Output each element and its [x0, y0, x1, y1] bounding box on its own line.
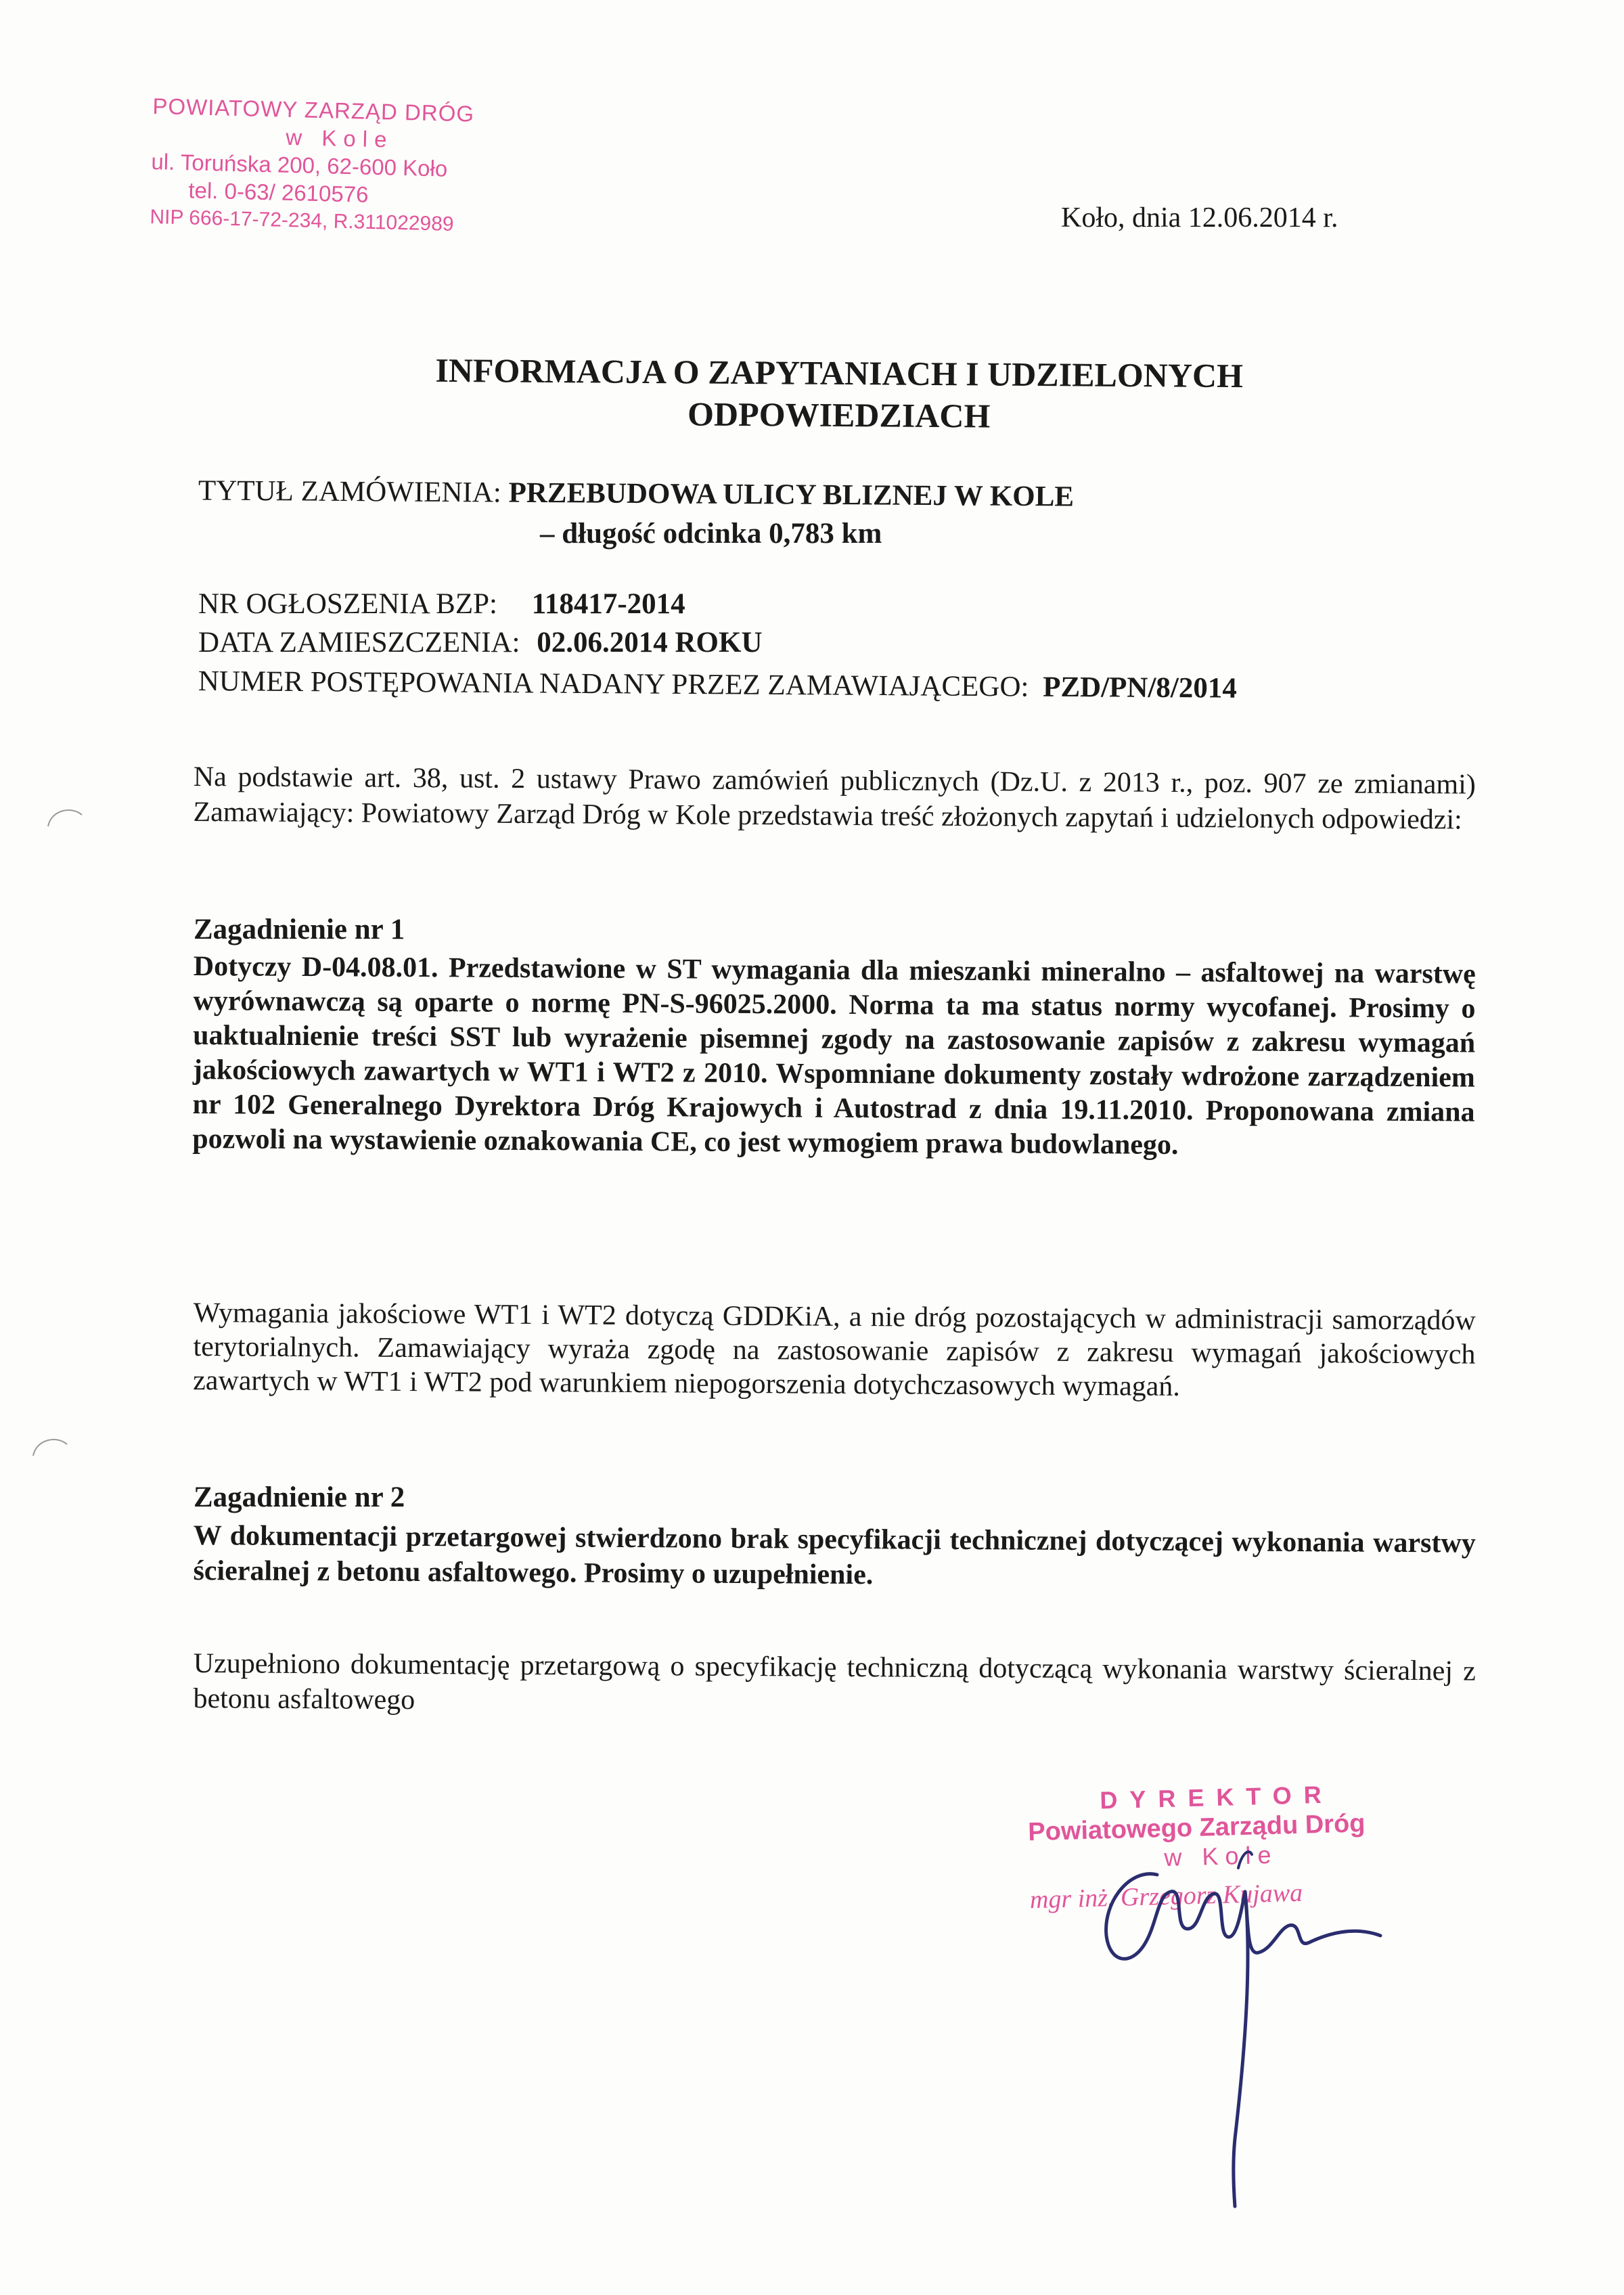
- publication-date-label: DATA ZAMIESZCZENIA:: [198, 627, 520, 659]
- order-title-label: TYTUŁ ZAMÓWIENIA:: [198, 474, 501, 509]
- director-stamp-org: Powiatowego Zarządu Dróg: [1027, 1809, 1366, 1847]
- signature: [1056, 1827, 1435, 2220]
- issue-1-heading: Zagadnienie nr 1: [194, 914, 405, 945]
- publication-date-row: [198, 626, 763, 659]
- issue-2-question: W dokumentacji przetargowej stwierdzono brak specyfikacji technicznej dotyczącej wykonania warstwy ścieralnej z betonu asfaltowego. Prosimy o uzupełnienie.: [193, 1520, 1476, 1591]
- document-date: Koło, dnia 12.06.2014 r.: [1061, 202, 1338, 233]
- sender-stamp-city: w Kole: [285, 124, 394, 152]
- sender-stamp-nip: NIP 666-17-72-234, R.311022989: [150, 205, 454, 236]
- order-title-row: [198, 474, 1074, 513]
- publication-date-value: 02.06.2014 ROKU: [537, 627, 763, 659]
- order-title-value: PRZEBUDOWA ULICY BLIZNEJ W KOLE: [508, 476, 1075, 513]
- order-length: – długość odcinka 0,783 km: [540, 518, 882, 550]
- issue-1-answer: Wymagania jakościowe WT1 i WT2 dotyczą GDDKiA, a nie dróg pozostających w administracji samorządów terytorialnych. Zamawiający wyraża zgodę na zastosowanie zapisów z zakresu wymagań jakościowych zawartych w WT1 i WT2 pod warunkiem niepogorszenia dotychczasowych wymagań.: [193, 1297, 1476, 1402]
- sender-stamp: [150, 92, 572, 241]
- bzp-value: 118417-2014: [531, 588, 685, 620]
- sender-stamp-name: POWIATOWY ZARZĄD DRÓG: [152, 93, 475, 127]
- issue-1-question: Dotyczy D-04.08.01. Przedstawione w ST wymagania dla mieszanki mineralno – asfaltowej na warstwę wyrównawczą są oparte o normę PN-S-96025.2000. Norma ta ma status normy wycofanej. Prosimy o uaktualnienie treści SST lub wyrażenie pisemnej zgody na zastosowanie zapisów z zakresu wymagań jakościowych zawartych w WT1 i WT2 z 2010. Wspomniane dokumenty zostały wdrożone zarządzeniem nr 102 Generalnego Dyrektora Dróg Krajowych i Autostrad z dnia 19.11.2010. Proponowana zmiana pozwoli na wystawienie oznakowania CE, co jest wymogiem prawa budowlanego.: [192, 951, 1476, 1161]
- issue-2-heading: Zagadnienie nr 2: [194, 1481, 405, 1513]
- issue-2-answer: Uzupełniono dokumentację przetargową o specyfikację techniczną dotyczącą wykonania warstwy ścieralnej z betonu asfaltowego: [193, 1648, 1476, 1716]
- punch-hole-mark: [30, 1432, 70, 1459]
- bzp-row: [198, 587, 685, 621]
- procedure-number-label: NUMER POSTĘPOWANIA NADANY PRZEZ ZAMAWIAJĄCEGO:: [198, 665, 1029, 703]
- document-title: [365, 349, 1313, 439]
- bzp-label: NR OGŁOSZENIA BZP:: [198, 588, 497, 620]
- sender-stamp-phone: tel. 0-63/ 2610576: [188, 177, 369, 207]
- sender-stamp-address: ul. Toruńska 200, 62-600 Koło: [151, 148, 448, 181]
- title-line-2: ODPOWIEDZIACH: [687, 395, 991, 435]
- director-stamp-name: mgr inż. Grzegorz Kujawa: [1029, 1878, 1303, 1915]
- director-stamp-title: DYREKTOR: [1099, 1780, 1334, 1814]
- director-stamp-place: w Kole: [1163, 1840, 1278, 1872]
- intro-paragraph: Na podstawie art. 38, ust. 2 ustawy Prawo zamówień publicznych (Dz.U. z 2013 r., poz. 907 ze zmianami) Zamawiający: Powiatowy Zarząd Dróg w Kole przedstawia treść złożonych zapytań i udzielonych odpowiedzi:: [193, 761, 1476, 836]
- title-line-1: INFORMACJA O ZAPYTANIACH I UDZIELONYCH: [435, 351, 1244, 395]
- procedure-number-row: [198, 665, 1237, 705]
- procedure-number-value: PZD/PN/8/2014: [1043, 671, 1238, 705]
- punch-hole-mark: [45, 803, 85, 830]
